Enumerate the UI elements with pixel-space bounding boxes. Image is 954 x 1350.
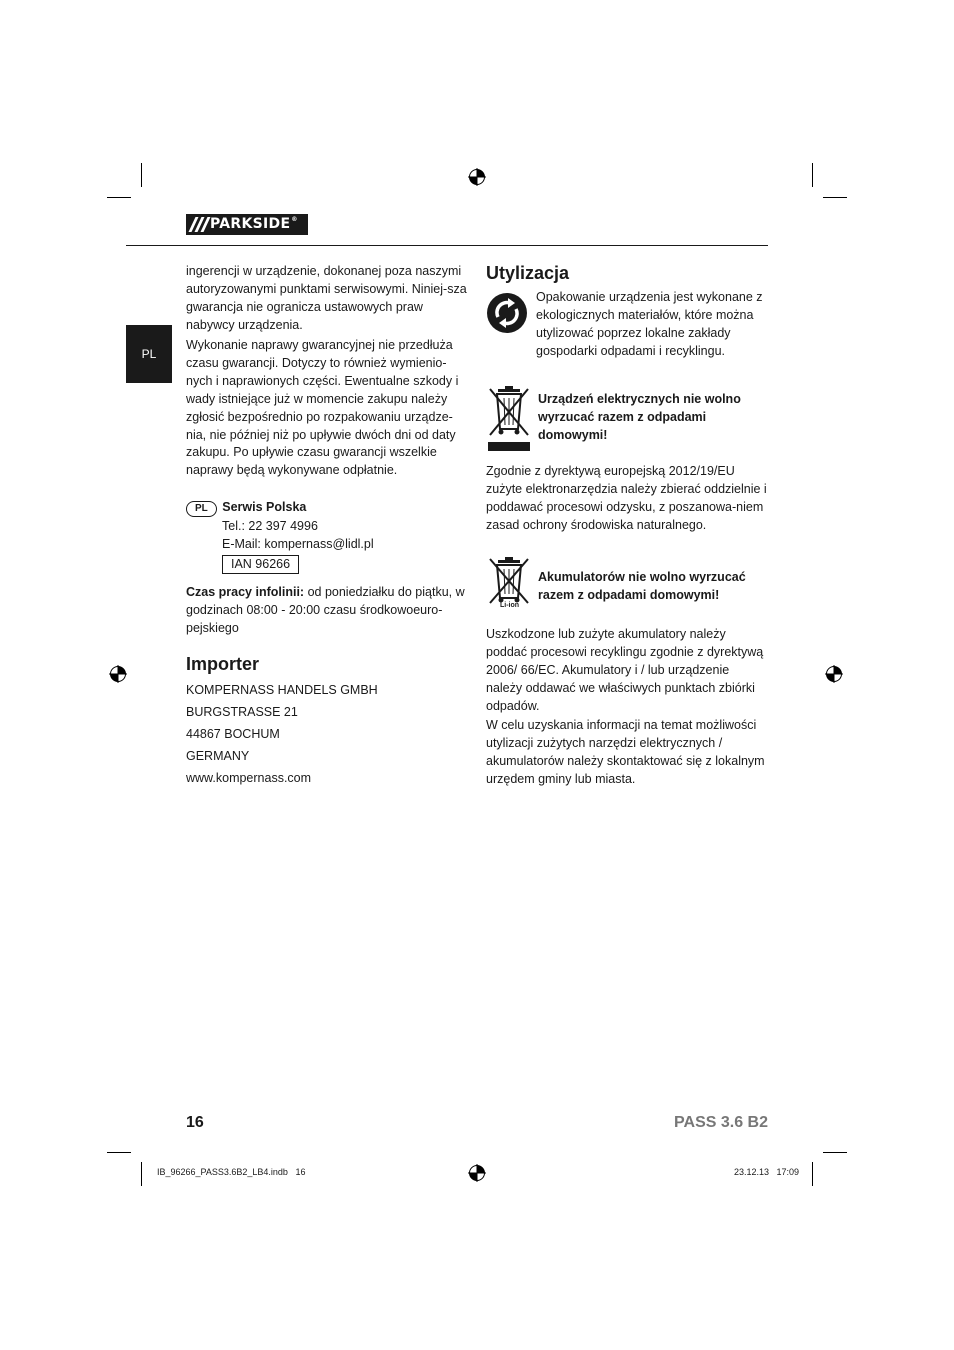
crossed-bin-icon: [486, 385, 532, 457]
logo-stripes-icon: [186, 214, 210, 235]
registration-mark-icon: [468, 168, 486, 186]
registration-mark-icon: [109, 665, 127, 683]
service-email: E-Mail: kompernass@lidl.pl: [222, 537, 374, 551]
importer-address: [186, 679, 378, 789]
weee-warning: Urządzeń elektrycznych nie wolno wyrzucać razem z odpadami domowymi!: [538, 392, 741, 442]
model-name: PASS 3.6 B2: [674, 1114, 768, 1131]
service-name: Serwis Polska: [222, 500, 307, 514]
importer-title: Importer: [186, 654, 260, 674]
crop-mark: [141, 1162, 142, 1186]
hotline-hours: [186, 584, 468, 638]
importer-website: www.kompernass.com: [186, 771, 312, 785]
hotline-hours-text: od poniedziałku do piątku, w godzinach 08:00 - 20:00 czasu środkowoeuro-pejskiego: [186, 585, 465, 635]
crop-mark: [141, 163, 142, 187]
recycle-icon: [486, 292, 528, 334]
language-tab: PL: [126, 325, 172, 383]
warranty-paragraph-1: ingerencji w urządzenie, dokonanej poza naszymi autoryzowanymi punktami serwisowymi. Niniej-sza gwarancja nie ogranicza ustawowych praw nabywcy urządzenia.: [186, 264, 467, 332]
parkside-logo: [186, 214, 308, 235]
disposal-title: Utylizacja: [486, 263, 570, 283]
crop-mark: [823, 197, 847, 198]
registration-mark-icon: [468, 1164, 486, 1182]
registration-mark-icon: [825, 665, 843, 683]
battery-warning: Akumulatorów nie wolno wyrzucać razem z odpadami domowymi!: [538, 570, 746, 602]
crop-mark: [812, 1162, 813, 1186]
weee-text: Zgodnie z dyrektywą europejską 2012/19/EU zużyte elektronarzędzia należy zbierać oddzielnie i poddawać procesowi odzysku, z poszanowa-niem zasad ochrony środowiska naturalnego.: [486, 464, 767, 532]
disposal-info-text: W celu uzyskania informacji na temat możliwości utylizacji zużytych narzędzi elektrycznych / akumulatorów należy skontaktować się z lokalnym urzędem gminy lub miasta.: [486, 718, 765, 786]
crop-mark: [107, 197, 131, 198]
ian-box: IAN 96266: [222, 555, 299, 574]
country-badge: PL: [186, 501, 217, 517]
crop-mark: [812, 163, 813, 187]
importer-line: 44867 BOCHUM: [186, 727, 280, 741]
importer-line: KOMPERNASS HANDELS GMBH: [186, 683, 378, 697]
packaging-text: Opakowanie urządzenia jest wykonane z ekologicznych materiałów, które można utylizować poprzez lokalne zakłady gospodarki odpadami i recyklingu.: [536, 290, 763, 358]
slug-date: 23.12.13 17:09: [734, 1167, 800, 1177]
battery-type-label: Li-ion: [500, 602, 520, 609]
slug-file: IB_96266_PASS3.6B2_LB4.indb 16: [157, 1167, 306, 1177]
page-number: 16: [186, 1114, 204, 1131]
importer-line: GERMANY: [186, 749, 250, 763]
crop-mark: [107, 1152, 131, 1153]
crop-mark: [823, 1152, 847, 1153]
hotline-hours-label: Czas pracy infolinii:: [186, 585, 305, 599]
importer-line: BURGSTRASSE 21: [186, 705, 298, 719]
logo-text: PARKSIDE: [210, 216, 291, 232]
service-tel: Tel.: 22 397 4996: [222, 519, 318, 533]
registered-icon: ®: [291, 216, 298, 223]
header-divider: [126, 245, 768, 246]
warranty-paragraph-2: Wykonanie naprawy gwarancyjnej nie przedłuża czasu gwarancji. Dotyczy to również wymienio-nych i naprawionych części. Ewentualne szkody i wady istniejące już w momencie zakupu należy zgłosić bezpośrednio po rozpakowaniu urządze-nia, nie później niż po upływie dwóch dni od daty zakupu. Po upływie czasu gwarancji wszelkie naprawy będą wykonywane odpłatnie.: [186, 338, 459, 478]
battery-text: Uszkodzone lub zużyte akumulatory należy poddać procesowi recyklingu zgodnie z dyrektywą 2006/ 66/EC. Akumulatory i / lub urządzenie należy oddawać we właściwych punktach zbiórki odpadów.: [486, 627, 764, 713]
service-block: [186, 498, 476, 553]
